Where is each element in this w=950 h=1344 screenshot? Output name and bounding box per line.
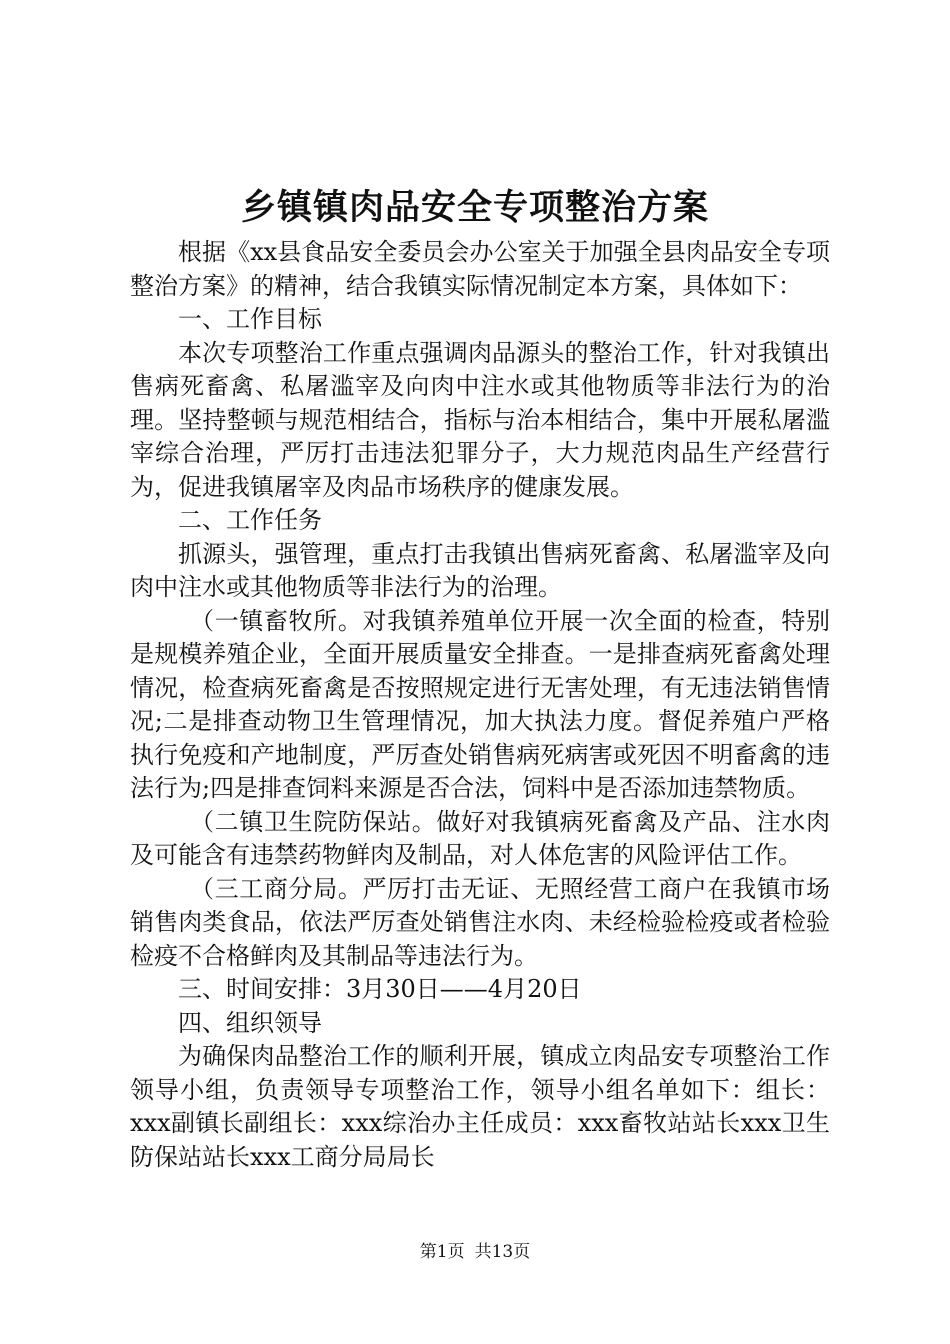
task-item-livestock: （一镇畜牧所。对我镇养殖单位开展一次全面的检查，特别是规模养殖企业，全面开展质量安全排查。一是排查病死畜禽处理情况，检查病死畜禽是否按照规定进行无害处理，有无违法销售情况;二是排查动物卫生管理情况，加大执法力度。督促养殖户严格执行免疫和产地制度，严厉查处销售病死病害或死因不明畜禽的违法行为;四是排查饲料来源是否合法，饲料中是否添加违禁物质。 <box>130 606 830 802</box>
section-heading-tasks: 二、工作任务 <box>178 506 322 534</box>
leadership-paragraph: 为确保肉品整治工作的顺利开展，镇成立肉品安专项整治工作领导小组，负责领导专项整治工作，领导小组名单如下：组长：xxx副镇长副组长：xxx综治办主任成员：xxx畜牧站站长xxx卫生防保站站长xxx工商分局局长 <box>130 1042 830 1171</box>
section-heading-schedule: 三、时间安排：3月30日——4月20日 <box>178 975 582 1003</box>
task-item-health: （二镇卫生院防保站。做好对我镇病死畜禽及产品、注水肉及可能含有违禁药物鲜肉及制品，对人体危害的风险评估工作。 <box>130 807 830 869</box>
page-number: 第1页 <box>419 1242 465 1262</box>
section-heading-goals: 一、工作目标 <box>178 305 322 333</box>
page-total: 共13页 <box>474 1242 531 1262</box>
section-heading-leadership: 四、组织领导 <box>178 1008 322 1037</box>
task-item-commerce: （三工商分局。严厉打击无证、无照经营工商户在我镇市场销售肉类食品，依法严厉查处销售注水肉、未经检验检疫或者检验检疫不合格鲜肉及其制品等违法行为。 <box>130 874 830 970</box>
intro-paragraph: 根据《xx县食品安全委员会办公室关于加强全县肉品安全专项整治方案》的精神，结合我镇实际情况制定本方案，具体如下： <box>130 238 830 300</box>
goals-paragraph: 本次专项整治工作重点强调肉品源头的整治工作，针对我镇出售病死畜禽、私屠滥宰及向肉中注水或其他物质等非法行为的治理。坚持整顿与规范相结合，指标与治本相结合，集中开展私屠滥宰综合治理，严厉打击违法犯罪分子，大力规范肉品生产经营行为，促进我镇屠宰及肉品市场秩序的健康发展。 <box>130 338 830 501</box>
tasks-paragraph: 抓源头，强管理，重点打击我镇出售病死畜禽、私屠滥宰及向肉中注水或其他物质等非法行为的治理。 <box>130 539 830 601</box>
page-footer <box>0 1240 950 1264</box>
document-title: 乡镇镇肉品安全专项整治方案 <box>240 187 709 228</box>
document-body <box>130 236 830 1174</box>
